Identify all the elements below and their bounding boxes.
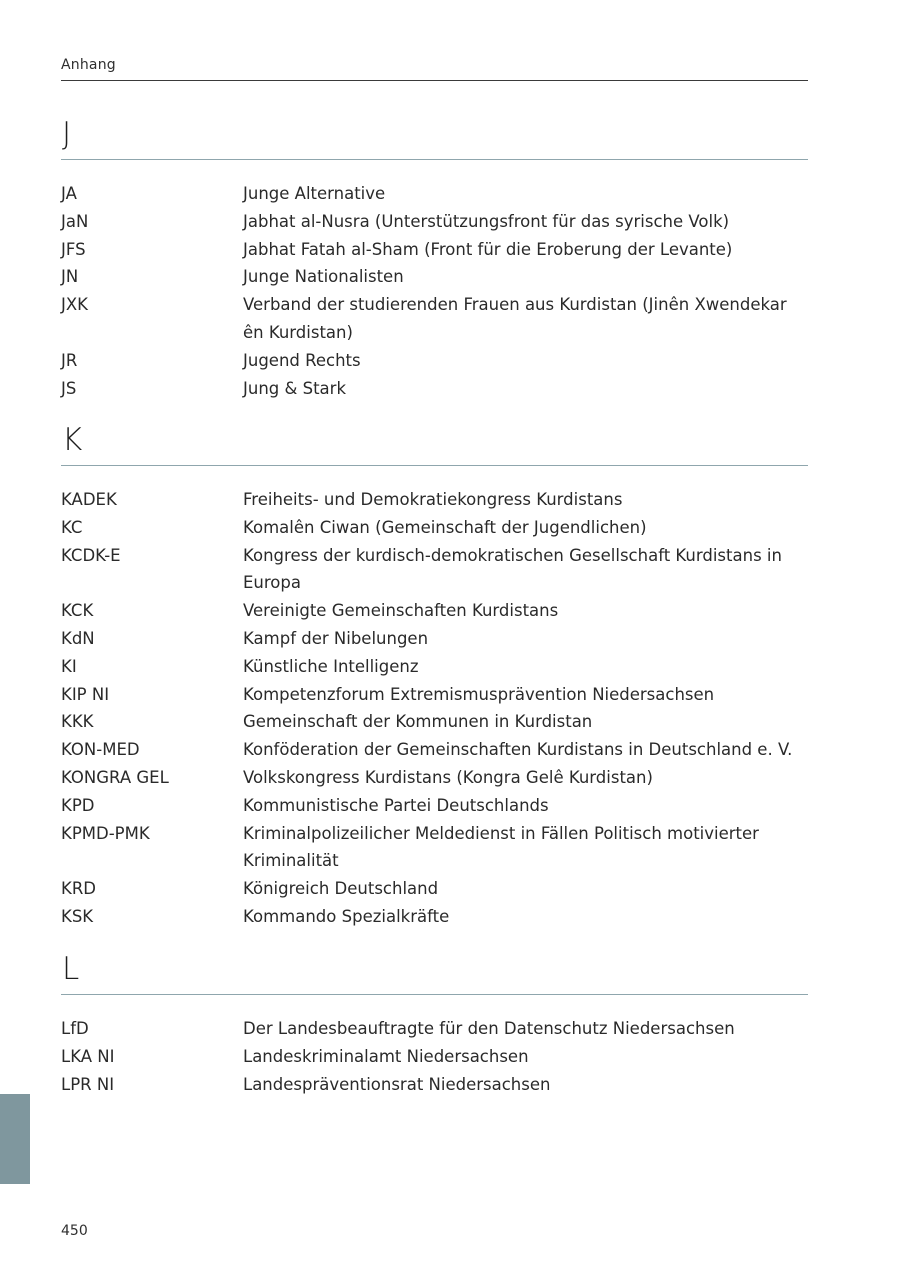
abbreviation: KPMD-PMK (61, 823, 150, 843)
abbreviation: JN (61, 267, 79, 287)
abbreviation-entry (61, 1071, 808, 1099)
abbreviation-entry (61, 820, 808, 876)
abbreviation: KdN (61, 628, 95, 648)
abbreviation-entry (61, 291, 808, 347)
abbreviation-list (61, 486, 808, 931)
abbreviation: JA (61, 184, 77, 203)
abbreviation-entry (61, 764, 808, 792)
header-rule (61, 80, 808, 81)
abbreviation-meaning: Kongress der kurdisch-demokratischen Gesellschaft Kurdistans in Europa (243, 545, 782, 593)
section-k (61, 423, 808, 931)
running-header: Anhang (61, 57, 116, 73)
abbreviation-entry (61, 236, 808, 264)
abbreviation: KC (61, 517, 83, 537)
section-letter: K (62, 422, 83, 458)
abbreviation-entry (61, 875, 808, 903)
abbreviation-meaning: Freiheits- und Demokratiekongress Kurdistans (243, 490, 623, 509)
abbreviation-meaning: Konföderation der Gemeinschaften Kurdistans in Deutschland e. V. (243, 740, 793, 760)
abbreviation-meaning: Königreich Deutschland (243, 879, 439, 899)
abbreviation: KONGRA GEL (61, 767, 169, 787)
abbreviation: KPD (61, 795, 95, 815)
abbreviation: KADEK (61, 490, 117, 509)
abbreviation-entry (61, 681, 808, 709)
abbreviation-meaning: Kampf der Nibelungen (243, 628, 429, 648)
abbreviation-meaning: Vereinigte Gemeinschaften Kurdistans (243, 601, 559, 621)
section-rule (61, 159, 808, 160)
abbreviation-meaning: Kriminalpolizeilicher Meldedienst in Fällen Politisch motivierter Kriminalität (243, 823, 759, 871)
abbreviation-entry (61, 792, 808, 820)
abbreviation-entry (61, 903, 808, 931)
abbreviation-entry (61, 1043, 808, 1071)
abbreviation-entry (61, 486, 808, 514)
abbreviation-entry (61, 625, 808, 653)
abbreviation: JR (61, 350, 78, 370)
chapter-tab-marker (0, 1094, 30, 1184)
abbreviation-entry (61, 263, 808, 291)
abbreviation-meaning: Kommunistische Partei Deutschlands (243, 795, 549, 815)
abbreviation-meaning: Verband der studierenden Frauen aus Kurdistan (Jinên Xwendekar ên Kurdistan) (243, 295, 787, 342)
section-letter: L (62, 951, 80, 987)
abbreviation-meaning: Jung & Stark (243, 378, 347, 398)
abbreviation: KRD (61, 879, 96, 899)
abbreviation-list (61, 180, 808, 402)
abbreviation: LPR NI (61, 1074, 115, 1094)
abbreviation: KI (61, 656, 77, 676)
abbreviation-list (61, 1015, 808, 1098)
abbreviation: JS (61, 378, 77, 398)
abbreviation-entry (61, 347, 808, 375)
abbreviation: LKA NI (61, 1046, 115, 1066)
abbreviation-meaning: Junge Alternative (243, 184, 386, 203)
abbreviation-meaning: Jugend Rechts (243, 350, 361, 370)
abbreviation-meaning: Landespräventionsrat Niedersachsen (243, 1074, 551, 1094)
abbreviation-meaning: Kommando Spezialkräfte (243, 906, 450, 926)
section-letter: J (62, 116, 72, 152)
abbreviation-entry (61, 514, 808, 542)
abbreviation-meaning: Junge Nationalisten (243, 267, 404, 287)
section-rule (61, 465, 808, 466)
abbreviation-entry (61, 736, 808, 764)
abbreviation: KCK (61, 601, 94, 621)
abbreviation-entry (61, 375, 808, 403)
abbreviation: KIP NI (61, 684, 110, 704)
abbreviation: KSK (61, 906, 94, 926)
abbreviation-entry (61, 597, 808, 625)
abbreviation-meaning: Jabhat Fatah al-Sham (Front für die Eroberung der Levante) (243, 239, 733, 259)
abbreviation-meaning: Gemeinschaft der Kommunen in Kurdistan (243, 712, 593, 732)
abbreviation-entry (61, 180, 808, 208)
abbreviation-entry (61, 1015, 808, 1043)
abbreviation-meaning: Landeskriminalamt Niedersachsen (243, 1046, 529, 1066)
abbreviation: KCDK-E (61, 545, 121, 565)
section-rule (61, 994, 808, 995)
abbreviation: JFS (61, 239, 86, 259)
section-l (61, 952, 808, 1098)
abbreviation-meaning: Künstliche Intelligenz (243, 656, 419, 676)
abbreviation: JXK (61, 295, 88, 315)
section-j (61, 117, 808, 402)
abbreviation-entry (61, 542, 808, 598)
abbreviation: KKK (61, 712, 94, 732)
abbreviation-entry (61, 653, 808, 681)
page-number: 450 (61, 1223, 88, 1239)
abbreviation: JaN (61, 211, 89, 231)
abbreviation: LfD (61, 1019, 89, 1038)
abbreviation-entry (61, 708, 808, 736)
abbreviation-meaning: Der Landesbeauftragte für den Datenschutz Niedersachsen (243, 1019, 735, 1038)
abbreviation-entry (61, 208, 808, 236)
abbreviation-meaning: Jabhat al-Nusra (Unterstützungsfront für das syrische Volk) (243, 211, 730, 231)
abbreviation: KON-MED (61, 740, 140, 760)
abbreviation-meaning: Komalên Ciwan (Gemeinschaft der Jugendlichen) (243, 517, 647, 537)
abbreviation-meaning: Volkskongress Kurdistans (Kongra Gelê Kurdistan) (243, 767, 653, 787)
abbreviation-meaning: Kompetenzforum Extremismusprävention Niedersachsen (243, 684, 715, 704)
